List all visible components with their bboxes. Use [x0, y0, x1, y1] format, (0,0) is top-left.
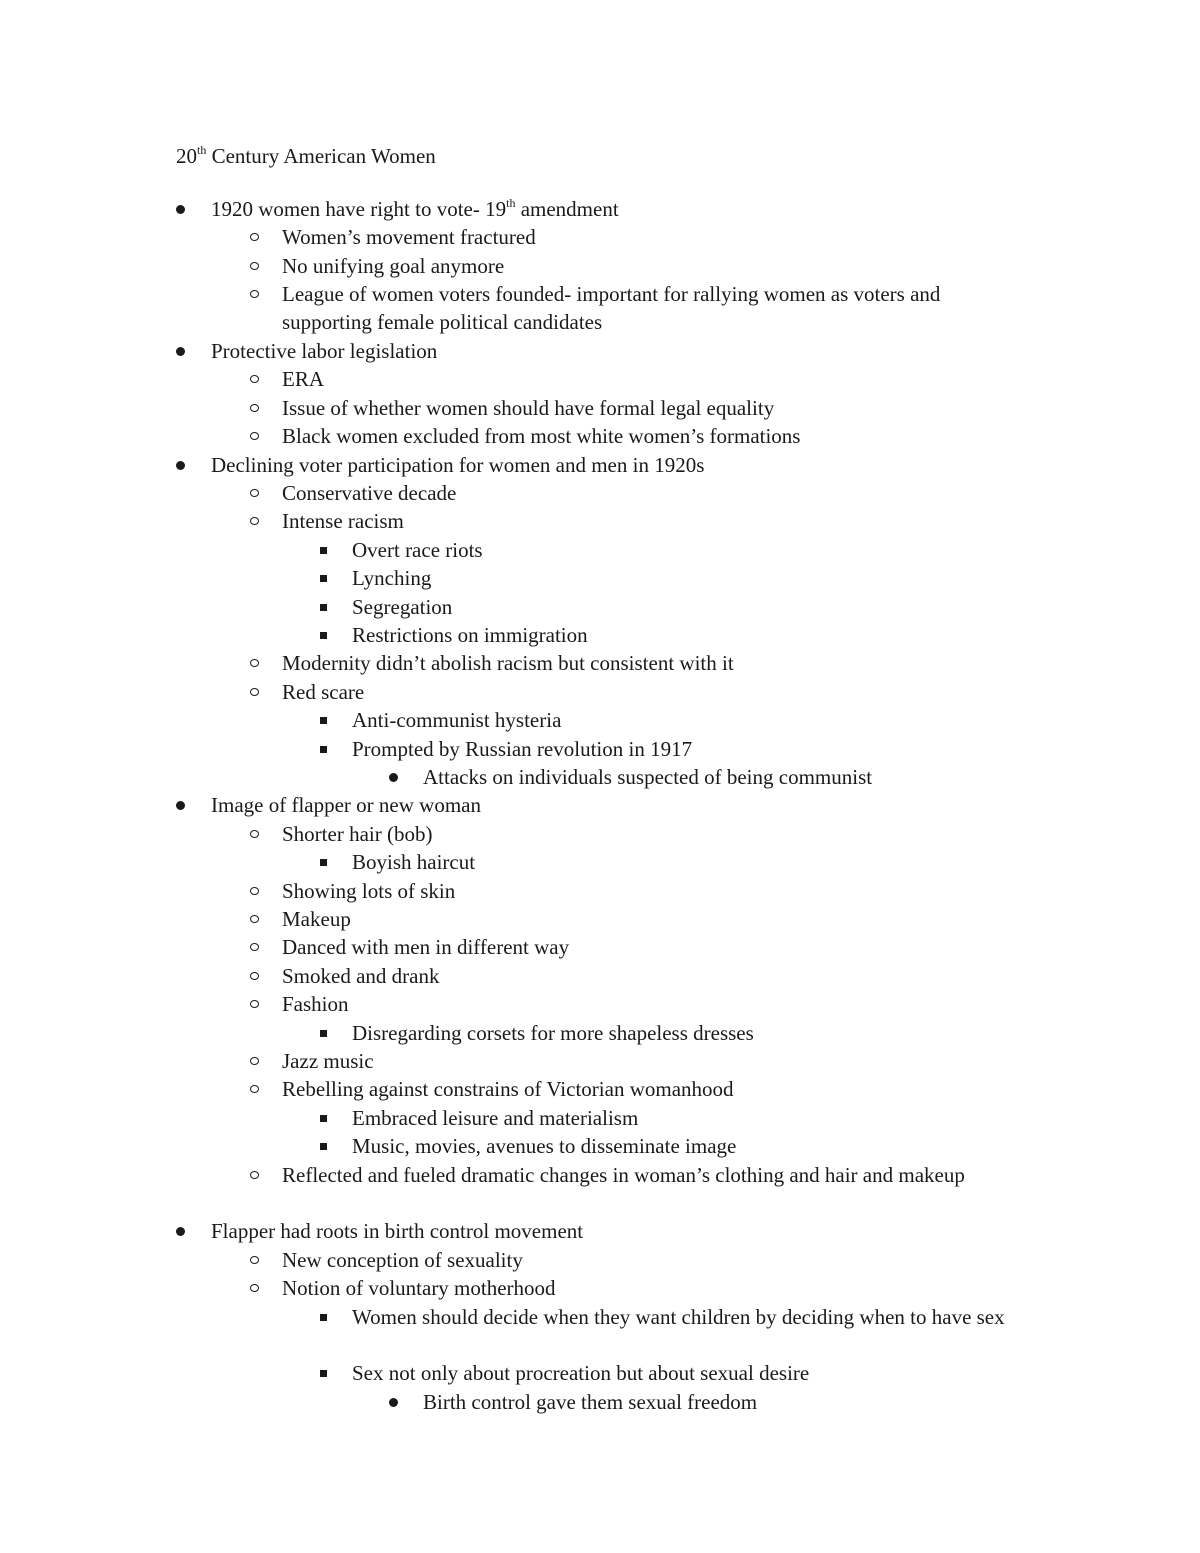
- outline-item-text: Notion of voluntary motherhood: [282, 1276, 556, 1301]
- outline-item-text: Sex not only about procreation but about sexual desire: [352, 1361, 810, 1386]
- outline-item-text: Overt race riots: [352, 537, 483, 562]
- outline-item-text: Fashion: [282, 992, 349, 1017]
- outline-item-text: Disregarding corsets for more shapeless dresses: [352, 1020, 754, 1045]
- outline-item-text: Black women excluded from most white women’s formations: [282, 424, 801, 449]
- outline-item-text: Flapper had roots in birth control movement: [211, 1219, 584, 1244]
- outline-item-text: Issue of whether women should have formal legal equality: [282, 395, 775, 420]
- outline-item-text: Birth control gave them sexual freedom: [423, 1389, 758, 1414]
- outline-item-text: Image of flapper or new woman: [211, 793, 481, 818]
- outline-item-text: Lynching: [352, 566, 432, 591]
- outline-item-text: Boyish haircut: [352, 850, 476, 875]
- outline-item-text: ERA: [282, 367, 324, 392]
- outline-item-text: New conception of sexuality: [282, 1247, 523, 1272]
- outline-item-text: Anti-communist hysteria: [352, 708, 562, 733]
- outline-item-text: Reflected and fueled dramatic changes in woman’s clothing and hair and makeup: [282, 1162, 965, 1187]
- outline-item-text: League of women voters founded- important for rallying women as voters and supporting female political candidates: [282, 282, 941, 335]
- outline-item-text: No unifying goal anymore: [282, 253, 505, 278]
- outline-item-text: Music, movies, avenues to disseminate image: [352, 1134, 737, 1159]
- outline-item-text: Shorter hair (bob): [282, 821, 433, 846]
- outline-item-text: Restrictions on immigration: [352, 623, 588, 647]
- outline-item-text: Segregation: [352, 594, 453, 619]
- outline-item-text: Women should decide when they want children by deciding when to have sex: [352, 1304, 1005, 1329]
- page-title: 20th Century American Women: [176, 143, 436, 168]
- outline-item-text: Smoked and drank: [282, 963, 440, 988]
- outline-item-text: Red scare: [282, 679, 365, 704]
- outline-item-text: Rebelling against constrains of Victorian womanhood: [282, 1077, 734, 1102]
- outline-item-text: Danced with men in different way: [282, 935, 570, 960]
- outline-item-text: Declining voter participation for women and men in 1920s: [211, 452, 705, 477]
- outline-item-text: Women’s movement fractured: [282, 225, 536, 250]
- outline-item-text: Protective labor legislation: [211, 339, 438, 363]
- outline-item-text: Showing lots of skin: [282, 878, 456, 903]
- outline-item-text: Makeup: [282, 907, 351, 931]
- outline-item-text: Modernity didn’t abolish racism but consistent with it: [282, 651, 734, 676]
- outline-item-text: Embraced leisure and materialism: [352, 1105, 639, 1130]
- outline-item-text: Intense racism: [282, 509, 404, 534]
- outline-item-text: 1920 women have right to vote- 19th amendment: [211, 196, 619, 221]
- outline-item-text: Jazz music: [282, 1049, 374, 1073]
- outline-item-text: Prompted by Russian revolution in 1917: [352, 736, 693, 761]
- outline-item-text: Conservative decade: [282, 481, 457, 505]
- outline-item-text: Attacks on individuals suspected of being communist: [423, 765, 873, 789]
